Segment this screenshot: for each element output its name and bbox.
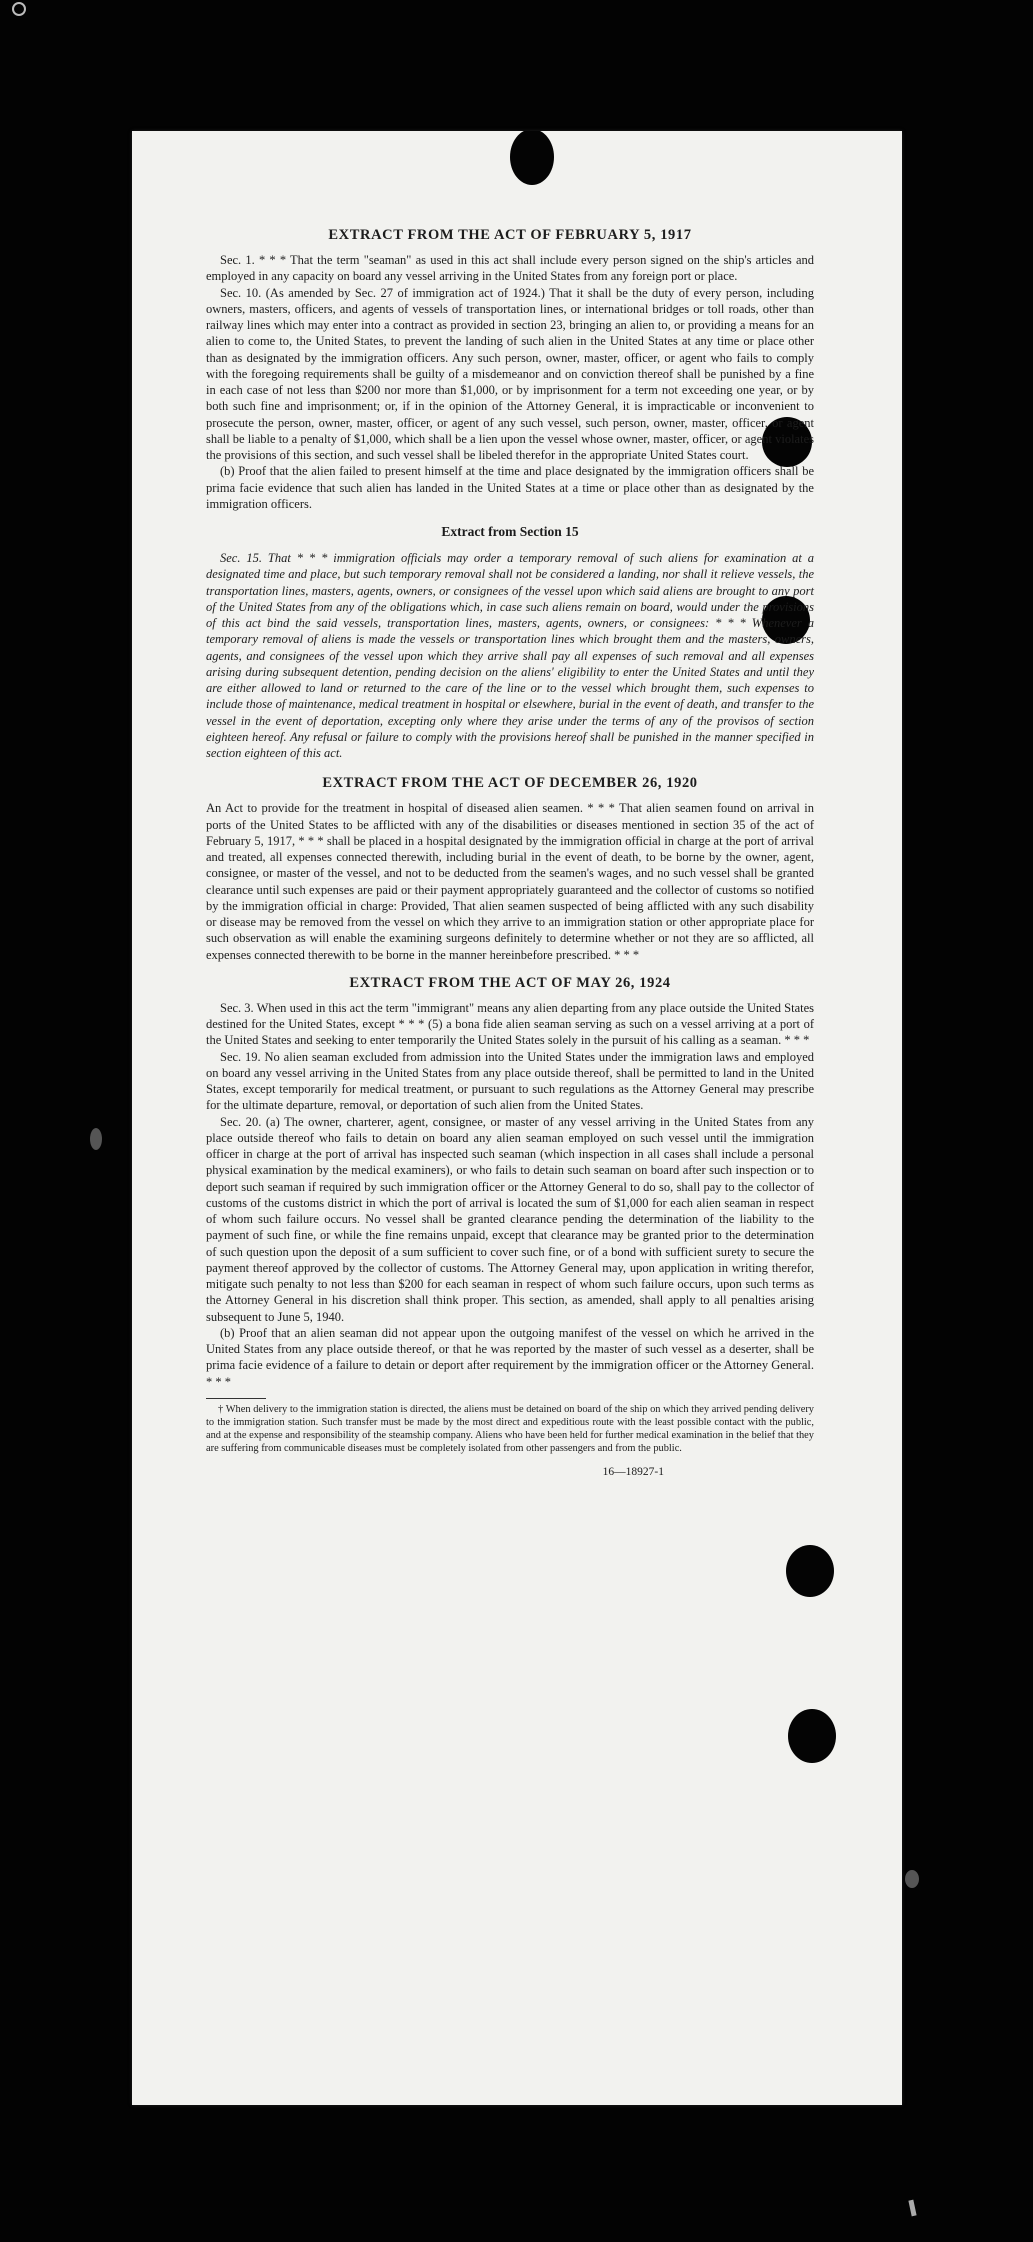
document-text bbox=[206, 227, 814, 1478]
section-20a-paragraph: Sec. 20. (a) The owner, charterer, agent, consignee, or master of any vessel arriving in the United States from any place outside thereof who fails to detain on board any alien seaman employed on such vessel until the immigration officer in charge at the port of arrival has inspected such seaman (which inspection in all cases shall include a personal physical examination by the medical examiners), or who fails to detain such seaman on board after such inspection or to deport such seaman if required by such immigration officer or the Attorney General to do so, shall pay to the collector of customs of the customs district in which the port of arrival is located the sum of $1,000 for each alien seaman in respect of whom such failure occurs. No vessel shall be granted clearance pending the determination of the liability to the payment of such fine, or while the fine remains unpaid, except that clearance may be granted prior to the determination of such question upon the deposit of a sum sufficient to cover such fine, or of a bond with sufficient surety to secure the payment thereof approved by the collector of customs. The Attorney General may, upon application in writing therefor, mitigate such penalty to not less than $200 for each seaman in respect of whom such failure occurs, upon such terms as the Attorney General in his discretion shall think proper. This section, as amended, shall apply to all penalties arising subsequent to June 5, 1940. bbox=[206, 1114, 814, 1324]
heading-act-1917: EXTRACT FROM THE ACT OF FEBRUARY 5, 1917 bbox=[328, 227, 692, 243]
heading-act-1920: EXTRACT FROM THE ACT OF DECEMBER 26, 1920 bbox=[322, 775, 698, 792]
section-20b-paragraph: (b) Proof that an alien seaman did not appear upon the outgoing manifest of the vessel on which he arrived in the United States from any place outside thereof, or that he was reported by the master of such vessel as a deserter, shall be prima facie evidence of a failure to detain or deport after requirement by the immigration officer or the Attorney General. * * * bbox=[206, 1325, 814, 1389]
punch-hole bbox=[788, 1709, 836, 1763]
section-3-paragraph: Sec. 3. When used in this act the term "immigrant" means any alien departing from any place outside the United States destined for the United States, except * * * (5) a bona fide alien seaman serving as such on a vessel arriving at a port of the United States and seeking to enter temporarily the United States solely in the pursuit of his calling as a seaman. * * * bbox=[206, 1000, 814, 1048]
punch-hole bbox=[786, 1545, 834, 1597]
edge-tick-mark bbox=[908, 2200, 916, 2217]
section-10-paragraph: Sec. 10. (As amended by Sec. 27 of immigration act of 1924.) That it shall be the duty of every person, including owners, masters, officers, and agents of vessels of transportation lines, or international bridges or toll roads, other than railway lines which may enter into a contract as provided in section 23, bringing an alien to, or providing a means for an alien to come to, the United States, to prevent the landing of such alien in the United States at any time or place other than as designated by the immigration officers. Any such person, owner, master, officer, or agent who fails to comply with the foregoing requirements shall be guilty of a misdemeanor and on conviction thereof shall be punished by a fine in each case of not less than $200 nor more than $1,000, or by imprisonment for a term not exceeding one year, or by both such fine and imprisonment; or, if in the opinion of the Attorney General, it is impracticable or inconvenient to prosecute the person, owner, master, officer, or agent of any such vessel, such person, owner, master, officer, or agent shall be liable to a penalty of $1,000, which shall be a lien upon the vessel whose owner, master, officer, or agent violates the provisions of this section, and such vessel shall be libeled therefor in the appropriate United States court. bbox=[206, 285, 814, 462]
section-15-paragraph: Sec. 15. That * * * immigration officials may order a temporary removal of such aliens for examination at a designated time and place, but such temporary removal shall not be considered a landing, nor shall it relieve vessels, the transportation lines, masters, agents, owners, or consignees of the vessel upon which said aliens are brought to any port of the United States from any of the obligations which, in case such aliens remain on board, would under the provisions of this act bind the said vessels, transportation lines, masters, agents, owners, or consignees: * * * Whenever a temporary removal of aliens is made the vessels or transportation lines which brought them and the masters, owners, agents, and consignees of the vessel upon which they arrive shall pay all expenses of such removal and all expenses arising during subsequent detention, pending decision on the aliens' eligibility to enter the United States and until they are either allowed to land or returned to the care of the line or to the vessel which brought them, such expenses to include those of maintenance, medical treatment in hospital or elsewhere, burial in the event of death, and transfer to the vessel in the event of deportation, excepting only where they arise under the terms of any of the provisos of section eighteen hereof. Any refusal or failure to comply with the provisions hereof shall be punished in the manner specified in section eighteen of this act. bbox=[206, 551, 814, 760]
dust-speck bbox=[90, 1128, 102, 1150]
document-page bbox=[132, 131, 902, 2105]
footnote-rule bbox=[206, 1398, 266, 1399]
footnote: † When delivery to the immigration station is directed, the aliens must be detained on board of the ship on which they arrived pending delivery to the immigration station. Such transfer must be made by the most direct and expeditious route with the least possible contact with the public, and at the expense and responsibility of the steamship company. Aliens who have been held for further medical examination in the belief that they are suffering from communicable diseases must be completely isolated from other passengers and from the public. bbox=[206, 1403, 814, 1455]
punch-hole-top bbox=[510, 131, 554, 185]
corner-ring-mark bbox=[12, 2, 26, 16]
heading-act-1924: EXTRACT FROM THE ACT OF MAY 26, 1924 bbox=[349, 974, 671, 991]
section-19-paragraph: Sec. 19. No alien seaman excluded from admission into the United States under the immigration laws and employed on board any vessel arriving in the United States from any place outside thereof, shall be permitted to land in the United States, except temporarily for medical treatment, or pursuant to such regulations as the Attorney General may prescribe for the ultimate departure, removal, or deportation of such alien from the United States. bbox=[206, 1049, 814, 1113]
dust-speck bbox=[905, 1870, 919, 1888]
form-code: 16—18927-1 bbox=[602, 1465, 664, 1478]
section-10b-paragraph: (b) Proof that the alien failed to present himself at the time and place designated by the immigration officers shall be prima facie evidence that such alien has landed in the United States at a time or place other than as designated by the immigration officers. bbox=[206, 464, 814, 511]
act-1920-paragraph: An Act to provide for the treatment in hospital of diseased alien seamen. * * * That alien seamen found on arrival in ports of the United States to be afflicted with any of the disabilities or diseases mentioned in section 35 of the act of February 5, 1917, * * * shall be placed in a hospital designated by the immigration official in charge at the port of arrival and treated, all expenses connected therewith, including burial in the event of death, to be borne by the owner, agent, consignee, or master of the vessel, and not to be deducted from the seamen's wages, and no such vessel shall be granted clearance until such expenses are paid or their payment appropriately guaranteed and the collector of customs so notified by the immigration official in charge: Provided, That alien seamen suspected of being afflicted with any such disability or disease may be removed from the vessel on which they arrive to an immigration station or other appropriate place for such observation as will enable the examining surgeons definitely to determine whether or not they are so afflicted, all expenses connected therewith to be borne in the manner hereinbefore prescribed. * * * bbox=[206, 801, 814, 962]
section-1-paragraph: Sec. 1. * * * That the term "seaman" as used in this act shall include every person signed on the ship's articles and employed in any capacity on board any vessel arriving in the United States from any foreign port or place. bbox=[206, 253, 814, 284]
heading-section-15: Extract from Section 15 bbox=[441, 524, 579, 539]
